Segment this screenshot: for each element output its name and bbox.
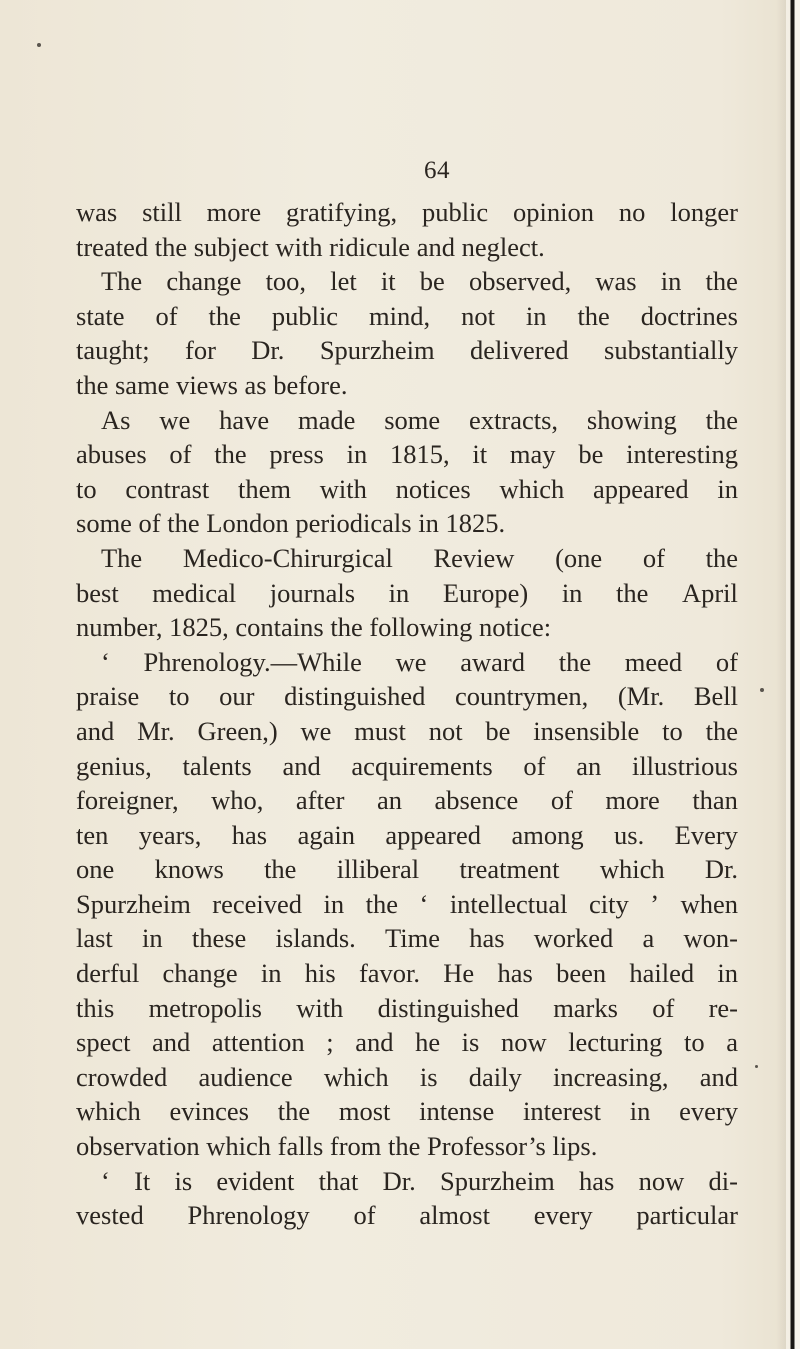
text-line: spect and attention ; and he is now lecturing to a: [76, 1027, 738, 1058]
text-line: The change too, let it be observed, was in the: [101, 266, 738, 297]
text-line: taught; for Dr. Spurzheim delivered substantially: [76, 335, 738, 366]
text-line: ten years, has again appeared among us. Every: [76, 819, 738, 850]
text-line: ‘ It is evident that Dr. Spurzheim has now di-: [101, 1165, 738, 1196]
text-line: best medical journals in Europe) in the April: [76, 577, 738, 608]
text-line: Spurzheim received in the ‘ intellectual city ’ when: [76, 888, 738, 919]
text-line: abuses of the press in 1815, it may be interesting: [76, 439, 738, 470]
text-line: one knows the illiberal treatment which Dr.: [76, 854, 738, 885]
text-line: ‘ Phrenology.—While we award the meed of: [101, 646, 738, 677]
ink-speck: [755, 1065, 758, 1068]
text-line: was still more gratifying, public opinion no longer: [76, 197, 738, 227]
text-line: the same views as before.: [76, 369, 348, 400]
text-line: vested Phrenology of almost every particular: [76, 1200, 738, 1231]
page-edge-shadow: [776, 0, 786, 1349]
text-line: state of the public mind, not in the doctrines: [76, 300, 738, 331]
page-edge: [786, 0, 800, 1349]
text-line: observation which falls from the Professor’s lips.: [76, 1131, 598, 1162]
text-line: As we have made some extracts, showing the: [101, 404, 738, 435]
body-text: [76, 195, 738, 1233]
text-line: foreigner, who, after an absence of more than: [76, 785, 738, 816]
ink-speck: [37, 43, 41, 47]
text-line: which evinces the most intense interest in every: [76, 1096, 738, 1127]
text-line: and Mr. Green,) we must not be insensible to the: [76, 715, 738, 746]
text-line: this metropolis with distinguished marks of re-: [76, 992, 738, 1023]
text-line: The Medico-Chirurgical Review (one of the: [101, 542, 738, 573]
text-line: derful change in his favor. He has been hailed in: [76, 958, 738, 989]
page-number: 64: [424, 157, 450, 184]
text-line: number, 1825, contains the following notice:: [76, 612, 552, 643]
text-line: last in these islands. Time has worked a won-: [76, 923, 738, 954]
text-line: some of the London periodicals in 1825.: [76, 508, 506, 539]
text-line: crowded audience which is daily increasing, and: [76, 1061, 738, 1092]
ink-speck: [760, 688, 764, 692]
text-line: treated the subject with ridicule and neglect.: [76, 231, 545, 262]
text-line: praise to our distinguished countrymen, (Mr. Bell: [76, 681, 738, 712]
text-line: genius, talents and acquirements of an illustrious: [76, 750, 738, 781]
text-line: to contrast them with notices which appeared in: [76, 473, 738, 504]
